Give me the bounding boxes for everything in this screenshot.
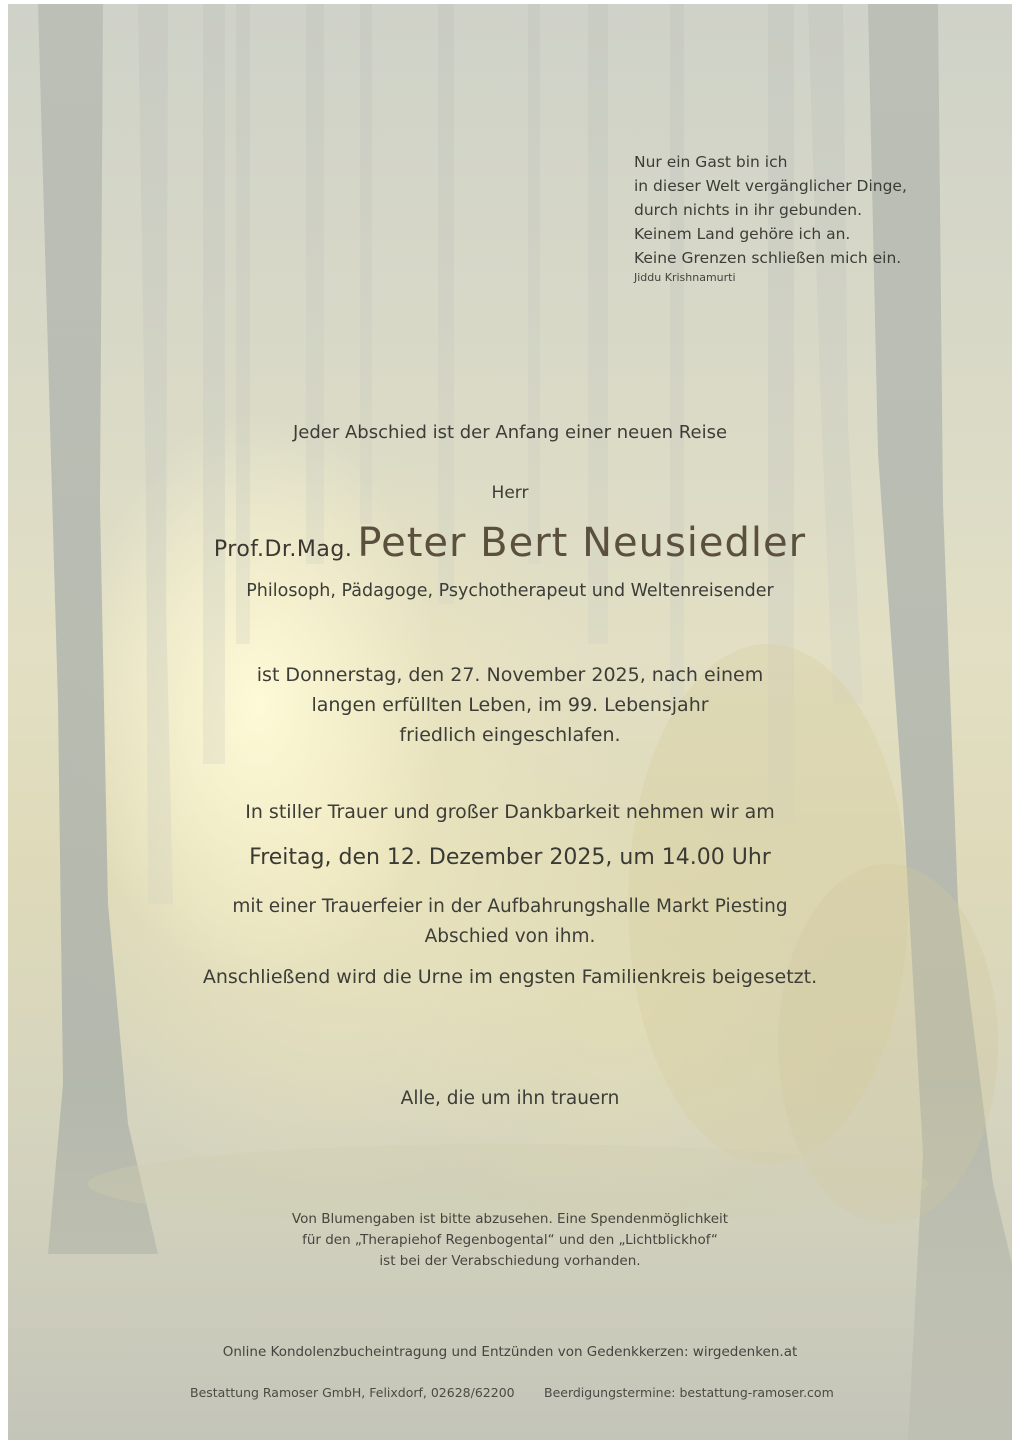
obituary-card: [8, 4, 1012, 1440]
poem-author: Jiddu Krishnamurti: [634, 271, 736, 284]
death-notice-line: friedlich eingeschlafen.: [399, 724, 621, 746]
online-condolence-note: Online Kondolenzbucheintragung und Entzünden von Gedenkkerzen: wirgedenken.at: [222, 1344, 798, 1360]
salutation: Herr: [491, 483, 529, 503]
poem-line: in dieser Welt vergänglicher Dinge,: [634, 177, 907, 195]
deceased-name-row: [8, 520, 1012, 566]
ceremony-line: Abschied von ihm.: [424, 926, 596, 947]
mourners: Alle, die um ihn trauern: [400, 1088, 620, 1109]
death-notice-line: ist Donnerstag, den 27. November 2025, nach einem: [256, 664, 764, 686]
farewell-date: Freitag, den 12. Dezember 2025, um 14.00 Uhr: [249, 845, 771, 870]
appointments-info: Beerdigungstermine: bestattung-ramoser.com: [544, 1385, 834, 1400]
urn-note: Anschließend wird die Urne im engsten Familienkreis beigesetzt.: [202, 966, 818, 988]
death-notice: [8, 660, 1012, 750]
flowers-note-line: für den „Therapiehof Regenbogental“ und den „Lichtblickhof“: [302, 1232, 718, 1248]
ceremony-info: [8, 892, 1012, 952]
flowers-note-line: ist bei der Verabschiedung vorhanden.: [379, 1253, 641, 1269]
profession: Philosoph, Pädagoge, Psychotherapeut und Weltenreisender: [246, 581, 774, 601]
poem-line: Keinem Land gehöre ich an.: [634, 225, 851, 243]
death-notice-line: langen erfüllten Leben, im 99. Lebensjahr: [311, 694, 709, 716]
poem-line: durch nichts in ihr gebunden.: [634, 201, 862, 219]
academic-title: Prof.Dr.Mag.: [213, 537, 353, 562]
flowers-note: [8, 1209, 1012, 1272]
deceased-name: Peter Bert Neusiedler: [357, 520, 807, 566]
poem-quote: [634, 150, 907, 286]
farewell-intro: In stiller Trauer und großer Dankbarkeit nehmen wir am: [245, 801, 775, 823]
poem-line: Keine Grenzen schließen mich ein.: [634, 249, 902, 267]
poem-line: Nur ein Gast bin ich: [634, 153, 788, 171]
funeral-home-info: Bestattung Ramoser GmbH, Felixdorf, 02628/62200: [190, 1385, 515, 1400]
motto: Jeder Abschied ist der Anfang einer neuen Reise: [292, 422, 728, 443]
ceremony-line: mit einer Trauerfeier in der Aufbahrungshalle Markt Piesting: [232, 896, 788, 917]
flowers-note-line: Von Blumengaben ist bitte abzusehen. Eine Spendenmöglichkeit: [291, 1211, 729, 1227]
